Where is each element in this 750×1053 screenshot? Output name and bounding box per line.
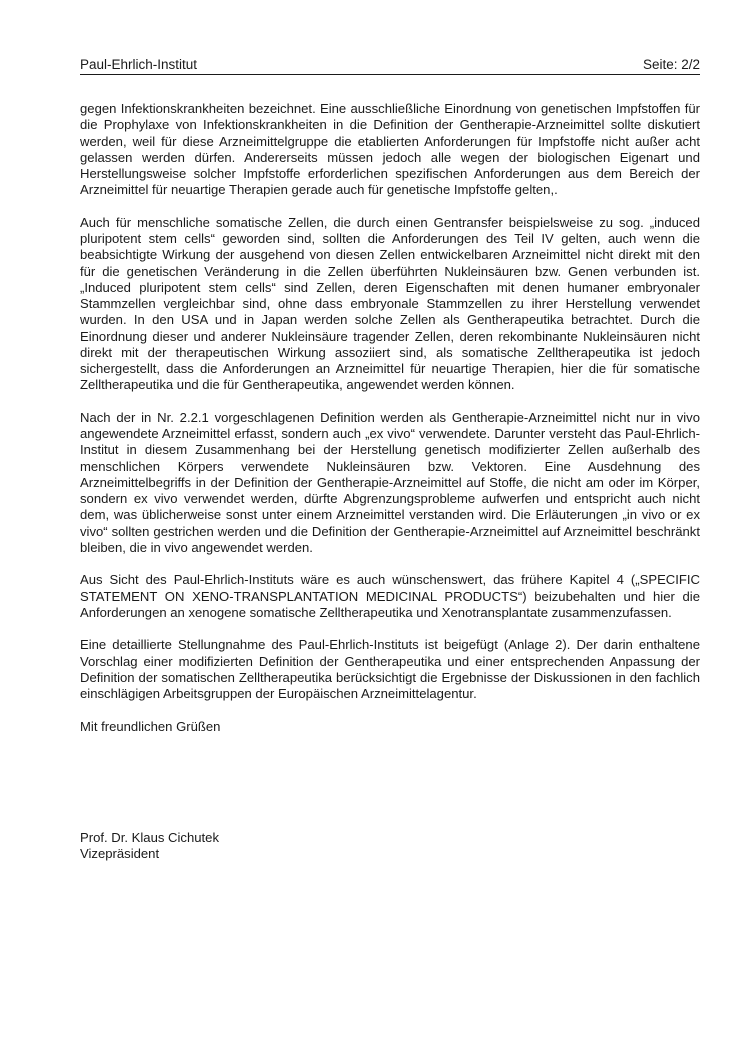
signature-block: [80, 830, 700, 863]
header-institute-name: Paul-Ehrlich-Institut: [80, 57, 198, 72]
letter-body: [80, 101, 700, 751]
page-header: [80, 56, 700, 75]
paragraph-3: Nach der in Nr. 2.2.1 vorgeschlagenen Definition werden als Gentherapie-Arzneimittel nicht nur in vivo angewendete Arzneimittel erfasst, sondern auch „ex vivo“ verwendete. Darunter versteht das Paul-Ehrlich-Institut in diesem Zusammenhang bei der Herstellung genetisch modifizierter Zellen außerhalb des menschlichen Körpers verwendete Nukleinsäuren bzw. Vektoren. Eine Ausdehnung des Arzneimittelbegriffs in der Definition der Gentherapie-Arzneimittel auf Stoffe, die nicht am oder im Körper, sondern ex vivo verwendet werden, dürfte Abgrenzungsprobleme aufwerfen und entspricht auch nicht dem, was üblicherweise sonst unter einem Arzneimittel verstanden wird. Die Erläuterungen „in vivo or ex vivo“ sollten gestrichen werden und die Definition der Gentherapie-Arzneimittel auf Arzneimittel beschränkt bleiben, die in vivo angewendet werden.: [80, 409, 700, 555]
paragraph-4: Aus Sicht des Paul-Ehrlich-Instituts wäre es auch wünschenswert, das frühere Kapitel 4 („SPECIFIC STATEMENT ON XENO-TRANSPLANTATION MEDICINAL PRODUCTS“) beizubehalten und hier die Anforderungen an xenogene somatische Zelltherapeutika und Xenotransplantate zusammenzufassen.: [80, 572, 700, 620]
signatory-title: Vizepräsident: [80, 846, 160, 862]
header-page-number: Seite: 2/2: [642, 57, 700, 72]
closing-greeting: Mit freundlichen Grüßen: [80, 718, 221, 734]
paragraph-1: gegen Infektionskrankheiten bezeichnet. Eine ausschließliche Einordnung von genetischen Impfstoffen für die Prophylaxe von Infektionskrankheiten in die Definition der Gentherapie-Arzneimittel sollte diskutiert werden, weil für diese Arzneimittelgruppe die etablierten Anforderungen für Impfstoffe nicht außer acht gelassen werden dürfen. Andererseits müssen jedoch alle wegen der biologischen Eigenart und Herstellungsweise solcher Impfstoffe erforderlichen spezifischen Anforderungen aus dem Bereich der Arzneimittel für neuartige Therapien gerade auch für genetische Impfstoffe gelten,.: [80, 101, 700, 198]
paragraph-5: Eine detaillierte Stellungnahme des Paul-Ehrlich-Instituts ist beigefügt (Anlage 2). Der darin enthaltene Vorschlag einer modifizierten Definition der Gentherapeutika und einer entsprechenden Anpassung der Definition der somatischen Zelltherapeutika berücksichtigt die Ergebnisse der Diskussionen in den fachlich einschlägigen Arbeitsgruppen der Europäischen Arzneimittelagentur.: [80, 637, 700, 701]
signatory-name: Prof. Dr. Klaus Cichutek: [80, 830, 219, 845]
paragraph-2: Auch für menschliche somatische Zellen, die durch einen Gentransfer beispielsweise zu sog. „induced pluripotent stem cells“ geworden sind, sollten die Anforderungen des Teil IV gelten, auch wenn die beabsichtigte Wirkung der ausgehend von diesen Zellen entwickelbaren Arzneimittel nicht direkt mit den für die genetischen Veränderung in die Zellen überführten Nukleinsäuren bzw. Genen verbunden ist. „Induced pluripotent stem cells“ sind Zellen, deren Eigenschaften mit denen humaner embryonaler Stammzellen vergleichbar sind, ohne dass embryonale Stammzellen zu ihrer Herstellung verwendet wurden. In den USA und in Japan werden solche Zellen als Gentherapeutika betrachtet. Durch die Einordnung dieser und anderer Nukleinsäure tragender Zellen, deren rekombinante Nukleinsäuren nicht direkt mit der therapeutischen Wirkung assoziiert sind, als somatische Zelltherapeutika ist jedoch sichergestellt, dass die Anforderungen an Arzneimittel für neuartige Therapien, hier die für somatische Zelltherapeutika und die für Gentherapeutika, angewendet werden können.: [80, 214, 700, 393]
